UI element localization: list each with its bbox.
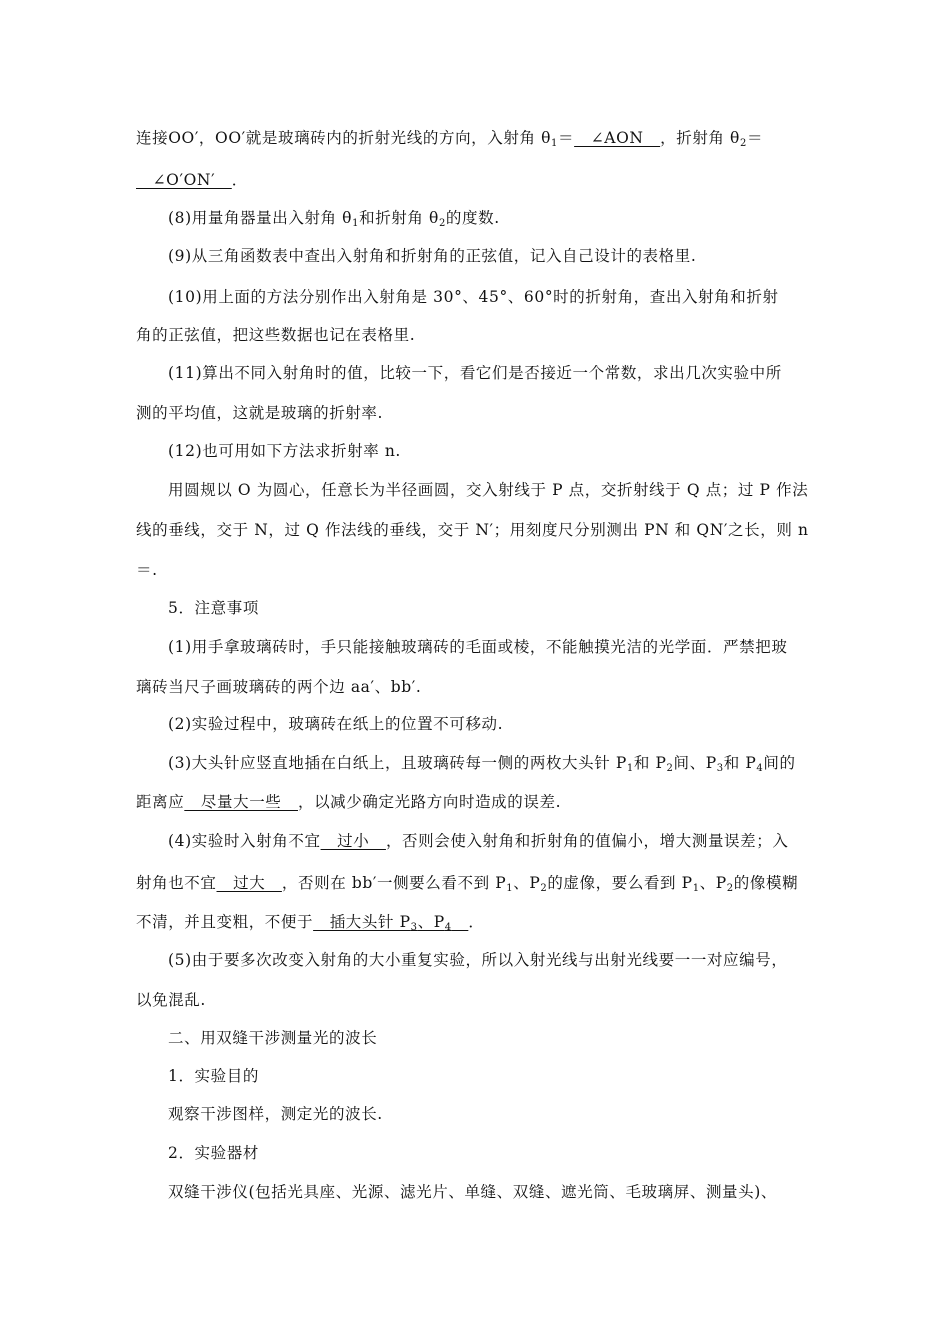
text-line: 璃砖当尺子画玻璃砖的两个边 aa′、bb′. — [136, 678, 422, 696]
answer-blank: 尽量大一些 — [184, 793, 298, 811]
text: ＝ — [558, 129, 575, 147]
section-heading: 二、用双缝干涉测量光的波长 — [168, 1029, 378, 1047]
text: 的虚像，要么看到 P — [547, 874, 693, 892]
text-line — [136, 792, 561, 812]
answer-blank — [313, 913, 468, 931]
text: 、P — [513, 874, 541, 892]
text: ，折射角 θ — [660, 129, 740, 147]
text-line — [136, 912, 484, 932]
subscript: 2 — [540, 883, 548, 894]
text-line: ＝. — [136, 561, 158, 579]
subscript: 2 — [438, 218, 446, 229]
text: 间的 — [763, 754, 796, 772]
text: 连接OO′，OO′就是玻璃砖内的折射光线的方向，入射角 θ — [136, 129, 552, 147]
text-line: 观察干涉图样，测定光的波长. — [168, 1105, 383, 1123]
subscript: 3 — [410, 922, 418, 933]
answer-blank: 过大 — [216, 874, 282, 892]
text: 插大头针 P — [313, 913, 411, 931]
subscript: 2 — [666, 763, 674, 774]
text-line: (12)也可用如下方法求折射率 n. — [168, 442, 401, 460]
text: 和 P — [633, 754, 667, 772]
text: 不清，并且变粗，不便于 — [136, 913, 314, 931]
subscript: 3 — [716, 763, 724, 774]
subscript: 2 — [726, 883, 734, 894]
text: ，否则在 bb′一侧要么看不到 P — [281, 874, 507, 892]
text-line: 用圆规以 O 为圆心，任意长为半径画圆，交入射线于 P 点，交折射线于 Q 点；过 P 作法 — [168, 481, 809, 499]
text: 的像模糊 — [733, 874, 799, 892]
text: 、P — [699, 874, 727, 892]
text-line — [168, 831, 788, 851]
subscript: 2 — [739, 138, 747, 149]
text-line: (1)用手拿玻璃砖时，手只能接触玻璃砖的毛面或棱，不能触摸光洁的光学面．严禁把玻 — [168, 638, 788, 656]
text — [452, 913, 469, 931]
text: 和 P — [723, 754, 757, 772]
text-line: 以免混乱. — [136, 991, 206, 1009]
text: 的度数. — [445, 209, 500, 227]
text-line: 测的平均值，这就是玻璃的折射率. — [136, 404, 384, 422]
text-line: (9)从三角函数表中查出入射角和折射角的正弦值，记入自己设计的表格里. — [168, 247, 697, 265]
text: ，否则会使入射角和折射角的值偏小，增大测量误差；入 — [385, 832, 789, 850]
text: 、P — [417, 913, 445, 931]
text-line: 线的垂线，交于 N，过 Q 作法线的垂线，交于 N′；用刻度尺分别测出 PN 和 QN′之长，则 n — [136, 521, 809, 539]
text-line — [168, 208, 500, 228]
answer-blank: ∠AON — [574, 129, 661, 147]
text: ． — [468, 913, 485, 931]
text: (4)实验时入射角不宜 — [168, 832, 321, 850]
text-line — [136, 170, 248, 190]
text: 射角也不宜 — [136, 874, 217, 892]
text-line: 角的正弦值，把这些数据也记在表格里. — [136, 326, 416, 344]
subscript: 1 — [692, 883, 700, 894]
text-line: (2)实验过程中，玻璃砖在纸上的位置不可移动. — [168, 715, 504, 733]
answer-blank: ∠O′ON′ — [136, 171, 232, 189]
text-line — [136, 873, 798, 893]
subscript: 1 — [551, 138, 558, 149]
section-heading: 2．实验器材 — [168, 1144, 259, 1162]
text: ＝ — [746, 129, 764, 147]
text-line: (11)算出不同入射角时的值，比较一下，看它们是否接近一个常数，求出几次实验中所 — [168, 364, 782, 382]
text: 和折射角 θ — [359, 209, 439, 227]
text-line: 双缝干涉仪(包括光具座、光源、滤光片、单缝、双缝、遮光筒、毛玻璃屏、测量头)、 — [168, 1183, 777, 1201]
text-line — [168, 753, 796, 773]
text: 距离应 — [136, 793, 185, 811]
text: 间、P — [673, 754, 717, 772]
text: (3)大头针应竖直地插在白纸上，且玻璃砖每一侧的两枚大头针 P — [168, 754, 627, 772]
text: ． — [231, 171, 248, 189]
subscript: 1 — [352, 218, 360, 229]
section-heading: 1．实验目的 — [168, 1067, 259, 1085]
section-heading: 5．注意事项 — [168, 599, 259, 617]
text-line — [136, 128, 763, 148]
text: ，以减少确定光路方向时造成的误差. — [297, 793, 562, 811]
subscript: 1 — [506, 883, 514, 894]
subscript: 4 — [444, 922, 452, 933]
subscript: 4 — [756, 763, 764, 774]
text-line: (10)用上面的方法分别作出入射角是 30°、45°、60°时的折射角，查出入射角和折射 — [168, 288, 779, 306]
text: (8)用量角器量出入射角 θ — [168, 209, 353, 227]
text-line: (5)由于要多次改变入射角的大小重复实验，所以入射光线与出射光线要一一对应编号， — [168, 951, 788, 969]
answer-blank: 过小 — [320, 832, 386, 850]
subscript: 1 — [626, 763, 634, 774]
